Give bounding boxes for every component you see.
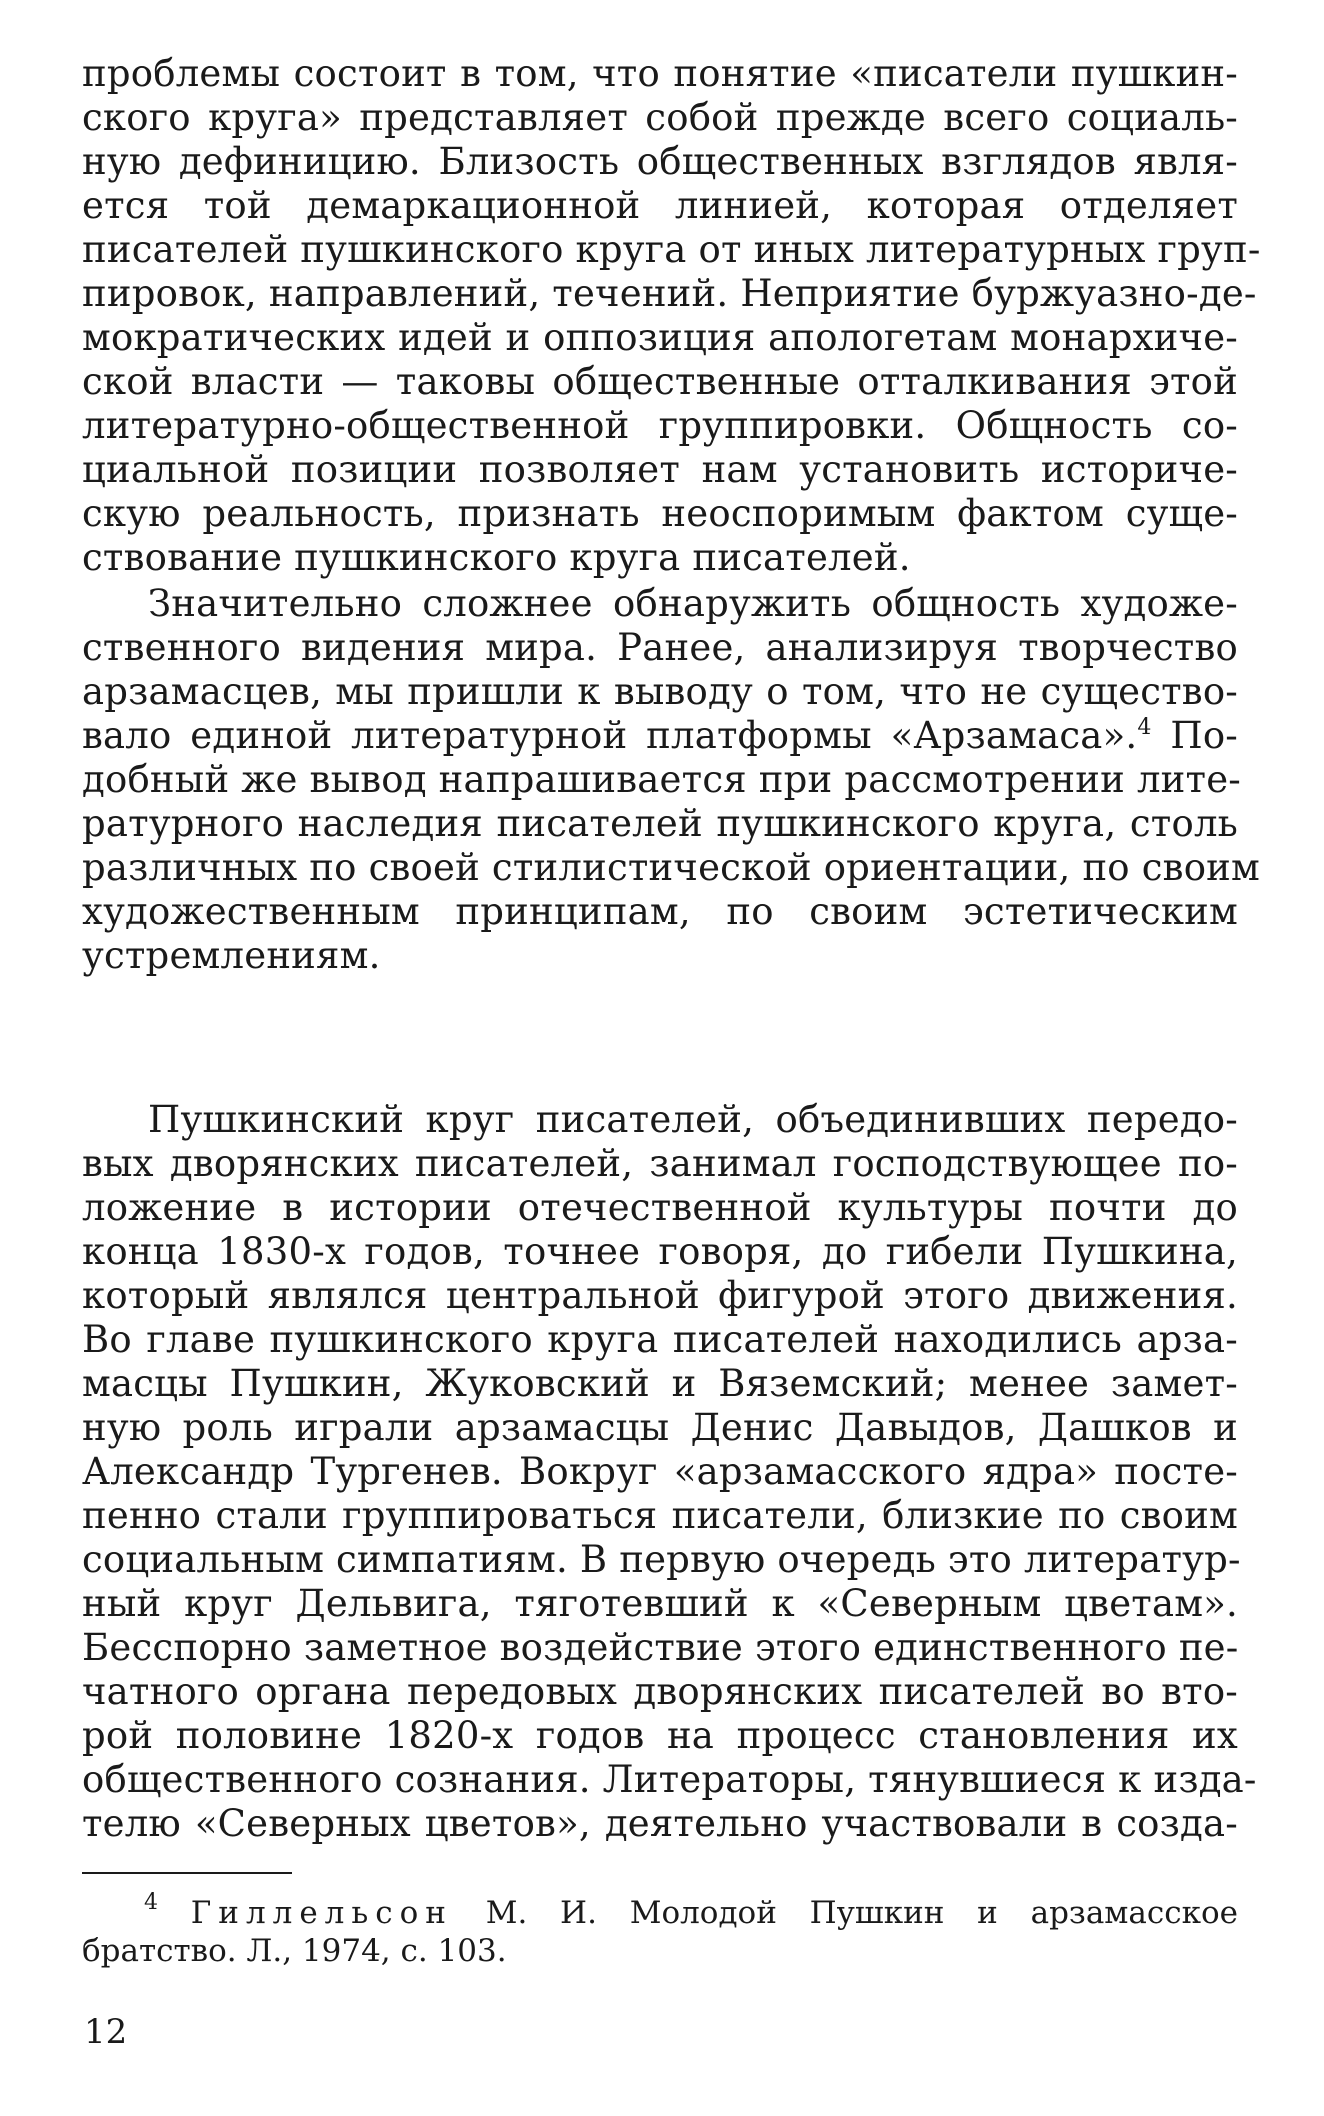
footnote-number: 4	[144, 1890, 158, 1915]
text-segment: вало единой литературной платформы «Арзамаса».	[82, 714, 1138, 757]
text-line: мократических идей и оппозиция апологетам монархиче-	[82, 316, 1238, 359]
text-line: вых дворянских писателей, занимал господствующее по-	[82, 1142, 1238, 1185]
text-line: проблемы состоит в том, что понятие «писатели пушкин-	[82, 52, 1238, 95]
text-line: пировок, направлений, течений. Неприятие буржуазно-де-	[82, 272, 1257, 315]
footnote-divider	[82, 1872, 292, 1874]
footnote-line	[82, 1890, 1239, 1932]
text-line-with-footnote	[82, 714, 1238, 758]
text-line: Бесспорно заметное воздействие этого единственного пе-	[82, 1626, 1239, 1669]
text-line: циальной позиции позволяет нам установить историче-	[82, 448, 1238, 491]
text-line: Пушкинский круг писателей, объединивших передо-	[148, 1098, 1238, 1141]
text-line: чатного органа передовых дворянских писателей во вто-	[82, 1670, 1238, 1713]
text-line: арзамасцев, мы пришли к выводу о том, что не существо-	[82, 670, 1238, 713]
text-line: ской власти — таковы общественные отталкивания этой	[82, 360, 1238, 403]
text-line: конца 1830-х годов, точнее говоря, до гибели Пушкина,	[82, 1230, 1238, 1273]
footnote-author: Гиллельсон	[190, 1895, 453, 1931]
text-line: художественным принципам, по своим эстетическим	[82, 890, 1238, 933]
text-line: социальным симпатиям. В первую очередь это литератур-	[82, 1538, 1241, 1581]
footnote-marker: 4	[1137, 715, 1152, 740]
paragraph-2	[82, 582, 1261, 978]
paragraph-1	[82, 52, 1261, 580]
text-line: различных по своей стилистической ориентации, по своим	[82, 846, 1261, 889]
page-number: 12	[84, 2012, 128, 2052]
text-line: общественного сознания. Литераторы, тянувшиеся к изда-	[82, 1758, 1257, 1801]
text-line: телю «Северных цветов», деятельно участвовали в созда-	[82, 1802, 1238, 1845]
text-line: ную роль играли арзамасцы Денис Давыдов, Дашков и	[82, 1406, 1238, 1449]
text-line: устремлениям.	[82, 934, 381, 977]
text-line: пенно стали группироваться писатели, близкие по своим	[82, 1494, 1238, 1537]
text-line: ный круг Дельвига, тяготевший к «Северным цветам».	[82, 1582, 1238, 1625]
text-line: литературно-общественной группировки. Общность со-	[82, 404, 1238, 447]
text-line: ложение в истории отечественной культуры почти до	[82, 1186, 1238, 1229]
text-line: ственного видения мира. Ранее, анализируя творчество	[82, 626, 1238, 669]
text-line: Во главе пушкинского круга писателей находились арза-	[82, 1318, 1238, 1361]
text-line: добный же вывод напрашивается при рассмотрении лите-	[82, 758, 1241, 801]
text-line: который являлся центральной фигурой этого движения.	[82, 1274, 1238, 1317]
text-line: масцы Пушкин, Жуковский и Вяземский; менее замет-	[82, 1362, 1238, 1405]
text-line: ратурного наследия писателей пушкинского круга, столь	[82, 802, 1238, 845]
text-line: ствование пушкинского круга писателей.	[82, 536, 911, 579]
book-page	[82, 52, 1261, 2052]
footnote-line: братство. Л., 1974, с. 103.	[82, 1933, 507, 1969]
text-line: Значительно сложнее обнаружить общность художе-	[148, 582, 1238, 625]
text-line: ского круга» представляет собой прежде всего социаль-	[82, 96, 1238, 139]
text-line: рой половине 1820-х годов на процесс становления их	[82, 1714, 1238, 1757]
text-line: ется той демаркационной линией, которая отделяет	[82, 184, 1238, 227]
footnote	[82, 1890, 1239, 1970]
text-line: скую реальность, признать неоспоримым фактом суще-	[82, 492, 1238, 535]
footnote-text: М. И. Молодой Пушкин и арзамасское	[452, 1895, 1239, 1931]
text-line: ную дефиницию. Близость общественных взглядов явля-	[82, 140, 1238, 183]
paragraph-3	[82, 1098, 1257, 1846]
text-segment: По-	[1151, 714, 1239, 757]
text-line: Александр Тургенев. Вокруг «арзамасского ядра» посте-	[82, 1450, 1238, 1493]
text-line: писателей пушкинского круга от иных литературных груп-	[82, 228, 1261, 271]
